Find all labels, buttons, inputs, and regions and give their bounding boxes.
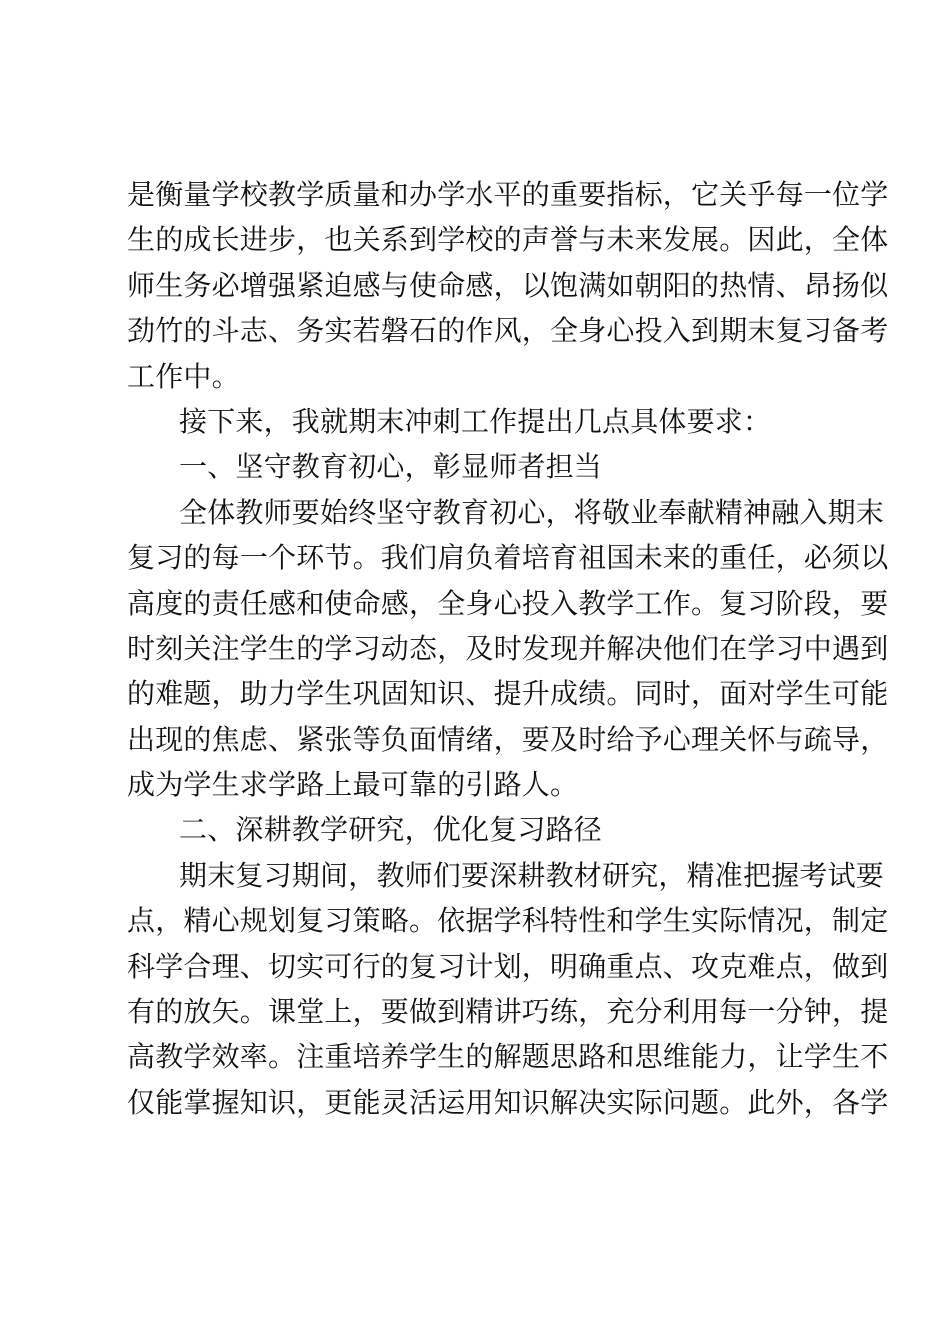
- body-line: 仅能掌握知识，更能灵活运用知识解决实际问题。此外，各学: [127, 1085, 889, 1119]
- body-line: 全体教师要始终坚守教育初心，将敬业奉献精神融入期末: [179, 495, 885, 529]
- body-line: 点，精心规划复习策略。依据学科特性和学生实际情况，制定: [127, 904, 889, 938]
- body-line: 生的成长进步，也关系到学校的声誉与未来发展。因此，全体: [127, 223, 889, 257]
- section-heading: 二、深耕教学研究，优化复习路径: [179, 813, 603, 847]
- section-heading: 一、坚守教育初心，彰显师者担当: [179, 450, 603, 484]
- body-line: 师生务必增强紧迫感与使命感，以饱满如朝阳的热情、昂扬似: [127, 268, 889, 302]
- body-line: 的难题，助力学生巩固知识、提升成绩。同时，面对学生可能: [127, 677, 889, 711]
- body-line: 出现的焦虑、紧张等负面情绪，要及时给予心理关怀与疏导，: [127, 722, 889, 756]
- body-line: 高度的责任感和使命感，全身心投入教学工作。复习阶段，要: [127, 586, 889, 620]
- body-line: 复习的每一个环节。我们肩负着培育祖国未来的重任，必须以: [127, 541, 889, 575]
- body-line: 期末复习期间，教师们要深耕教材研究，精准把握考试要: [179, 858, 885, 892]
- body-line: 高教学效率。注重培养学生的解题思路和思维能力，让学生不: [127, 1040, 889, 1074]
- body-line: 时刻关注学生的学习动态，及时发现并解决他们在学习中遇到: [127, 631, 889, 665]
- body-line: 接下来，我就期末冲刺工作提出几点具体要求：: [179, 404, 772, 438]
- body-line: 成为学生求学路上最可靠的引路人。: [127, 768, 579, 802]
- body-line: 劲竹的斗志、务实若磐石的作风，全身心投入到期末复习备考: [127, 314, 889, 348]
- body-line: 有的放矢。课堂上，要做到精讲巧练，充分利用每一分钟，提: [127, 995, 889, 1029]
- document-body: [127, 172, 889, 1125]
- body-line: 工作中。: [127, 359, 240, 393]
- body-line: 是衡量学校教学质量和办学水平的重要指标，它关乎每一位学: [127, 178, 889, 211]
- body-line: 科学合理、切实可行的复习计划，明确重点、攻克难点，做到: [127, 949, 889, 983]
